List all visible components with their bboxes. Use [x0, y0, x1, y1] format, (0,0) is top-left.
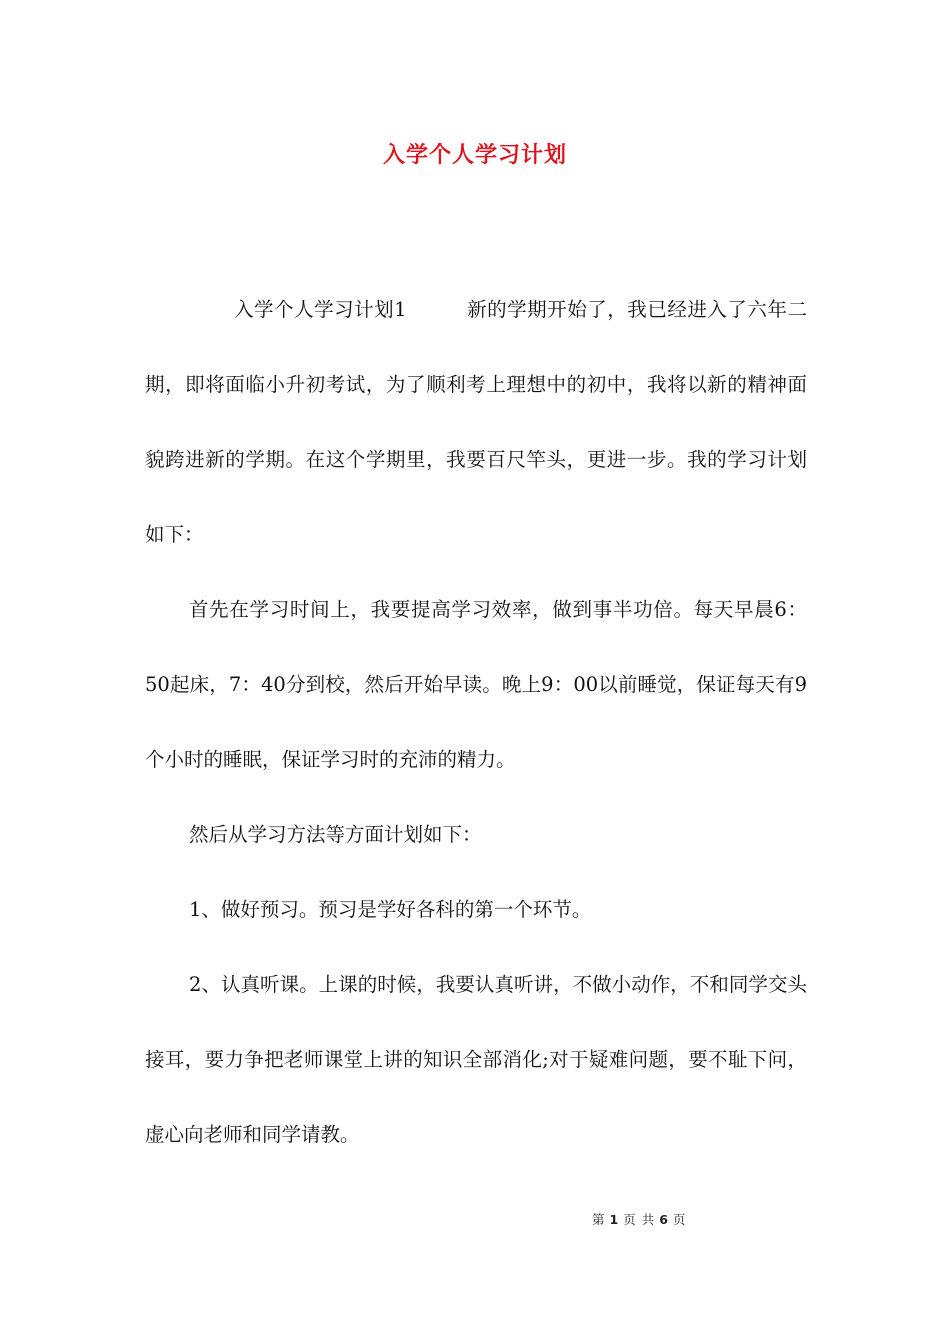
inline-heading: 入学个人学习计划1 [234, 298, 407, 321]
paragraph-schedule: 首先在学习时间上，我要提高学习效率，做到事半功倍。每天早晨6：50起床，7：40分到校，然后开始早读。晚上9：00以前睡觉，保证每天有9个小时的睡眠，保证学习时的充沛的精力。 [145, 598, 807, 771]
current-page-number: 1 [609, 1212, 620, 1227]
total-pages-number: 6 [659, 1212, 669, 1227]
document-body [145, 272, 807, 1172]
list-item-preview: 1、做好预习。预习是学好各科的第一个环节。 [189, 898, 592, 921]
paragraph-intro [145, 272, 807, 572]
paragraph-methods: 然后从学习方法等方面计划如下： [189, 823, 482, 846]
list-item-listening: 2、认真听课。上课的时候，我要认真听讲，不做小动作，不和同学交头接耳，要力争把老师课堂上讲的知识全部消化;对于疑难问题，要不耻下问，虚心向老师和同学请教。 [145, 973, 807, 1146]
paragraph-text: 新的学期开始了，我已经进入了六年二期，即将面临小升初考试，为了顺利考上理想中的初中，我将以新的精神面貌跨进新的学期。在这个学期里，我要百尺竿头，更进一步。我的学习计划如下： [145, 298, 807, 546]
document-title: 入学个人学习计划 [382, 142, 567, 168]
page-number-footer: 第 1 页 共 6 页 [592, 1212, 687, 1227]
